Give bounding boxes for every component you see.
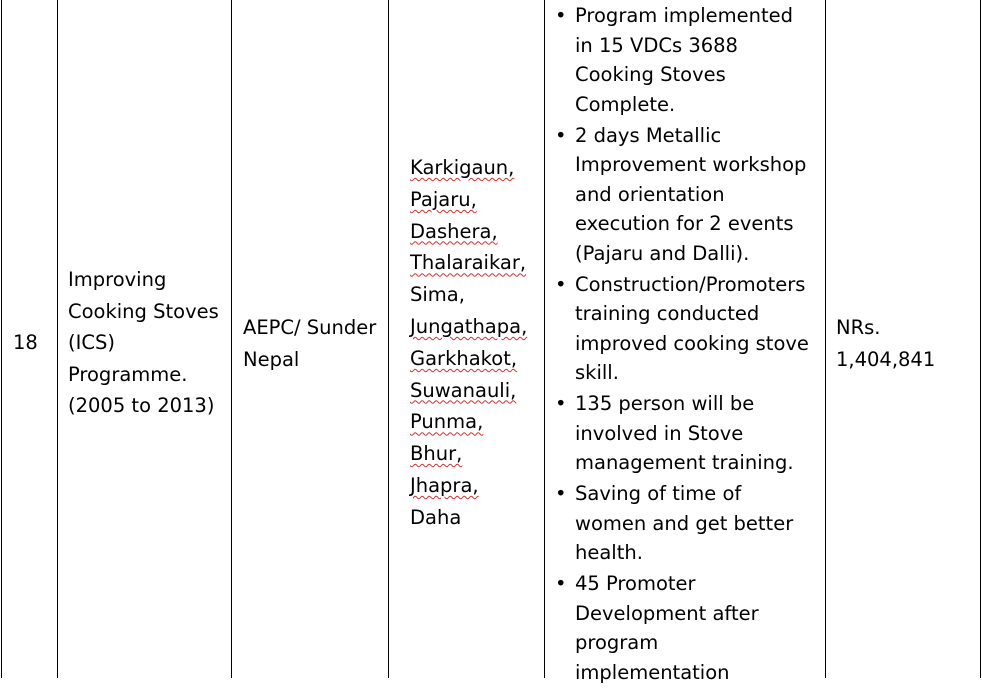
bullet: • [555, 272, 567, 296]
programme-line: Cooking Stoves [68, 299, 219, 323]
organization-line: Nepal [243, 347, 300, 371]
location-item: Garkhakot, [410, 346, 518, 370]
bullet: • [555, 482, 567, 505]
programme-line: Programme. [68, 362, 188, 386]
programme-cell [68, 264, 228, 422]
table-border [544, 0, 545, 678]
bullet: • [555, 4, 567, 27]
activity-item: • 135 person will be involved in Stove management training. [555, 389, 823, 478]
table-border-left [1, 0, 2, 678]
location-item: Bhur, [410, 442, 463, 466]
bullet: • [555, 123, 567, 147]
location-item: Pajaru, [410, 187, 477, 211]
location-item: Suwanauli, [410, 378, 517, 402]
budget-amount: 1,404,841 [836, 347, 936, 371]
activity-item: • 2 days Metallic Improvement workshop and orientation execution for 2 events (Pajaru and Dalli). [555, 121, 823, 269]
table-border [57, 0, 58, 678]
location-item: Dashera, [410, 219, 498, 243]
location-item: Punma, [410, 410, 484, 434]
programme-line: (2005 to 2013) [68, 394, 215, 417]
table-border-right [980, 0, 981, 678]
activity-item: • 45 Promoter Development after program implementation [555, 569, 823, 687]
table-border [388, 0, 389, 678]
locations-cell [410, 152, 542, 534]
bullet: • [555, 572, 567, 595]
organization-cell [243, 312, 385, 375]
table-border [231, 0, 232, 678]
activities-cell [555, 1, 823, 689]
budget-currency: NRs. [836, 316, 881, 339]
programme-line: (ICS) [68, 331, 115, 354]
location-item: Jungathapa, [410, 314, 528, 338]
budget-cell [836, 312, 976, 375]
programme-line: Improving [68, 268, 167, 291]
bullet: • [555, 392, 567, 415]
activity-item: • Program implemented in 15 VDCs 3688 Cooking Stoves Complete. [555, 1, 823, 119]
location-item: Jhapra, [410, 473, 479, 497]
serial-number: 18 [13, 331, 38, 354]
table-border [825, 0, 826, 678]
activity-item: • Construction/Promoters training conducted improved cooking stove skill. [555, 270, 823, 388]
location-item: Daha [410, 505, 462, 529]
activities-list [555, 1, 823, 687]
location-item: Sima, [410, 283, 465, 307]
location-item: Karkigaun, [410, 156, 515, 179]
serial-number-cell [13, 327, 38, 359]
organization-line: AEPC/ Sunder [243, 316, 377, 339]
location-item: Thalaraikar, [410, 251, 527, 275]
activity-item: • Saving of time of women and get better health. [555, 479, 823, 568]
